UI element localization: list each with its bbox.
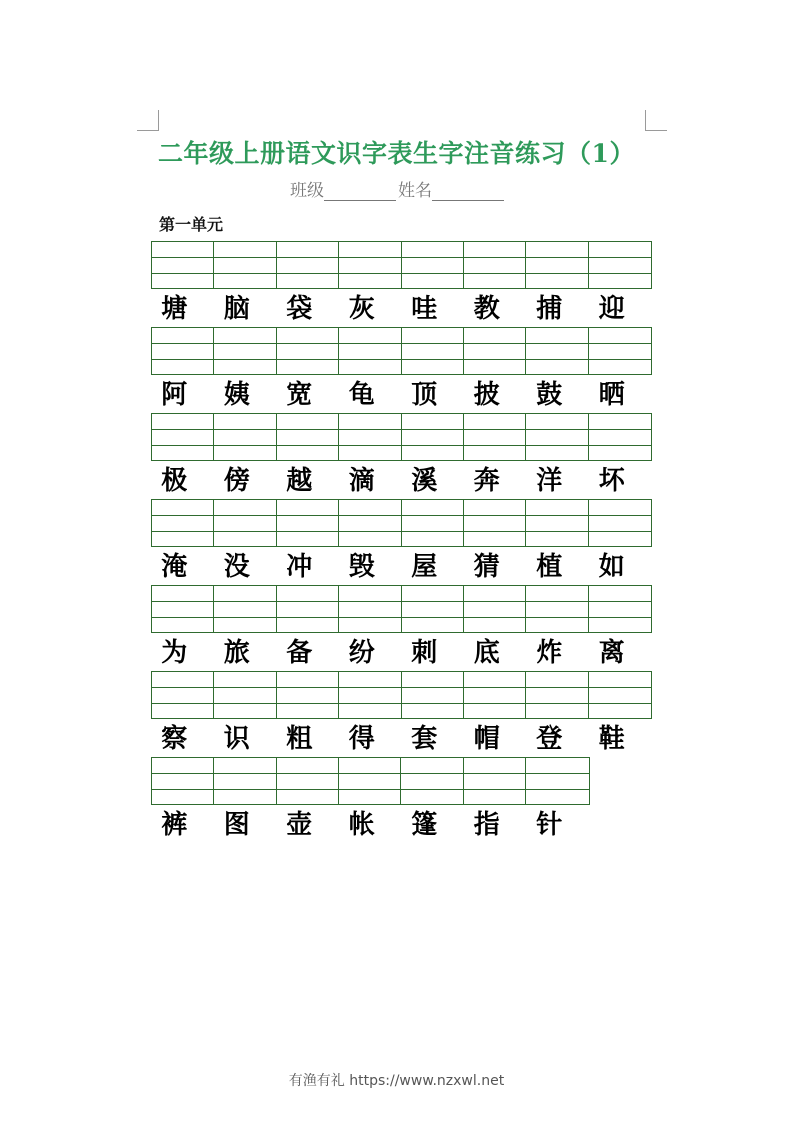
hanzi-character: 指	[473, 810, 500, 840]
pinyin-cell[interactable]	[277, 586, 339, 632]
hanzi-character: 纷	[348, 638, 375, 668]
pinyin-grid	[151, 671, 652, 719]
hanzi-character: 得	[348, 724, 375, 754]
pinyin-cell[interactable]	[402, 500, 464, 546]
hanzi-character: 毁	[348, 552, 375, 582]
hanzi-character: 滴	[348, 466, 375, 496]
hanzi-character: 傍	[223, 466, 250, 496]
hanzi-character: 为	[161, 638, 188, 668]
hanzi-character: 袋	[286, 294, 313, 324]
hanzi-character: 姨	[223, 380, 250, 410]
hanzi-character: 粗	[286, 724, 313, 754]
hanzi-character: 套	[411, 724, 438, 754]
hanzi-character: 捕	[536, 294, 563, 324]
pinyin-cell[interactable]	[401, 758, 463, 804]
pinyin-cell[interactable]	[402, 242, 464, 288]
pinyin-cell[interactable]	[339, 672, 401, 718]
pinyin-cell[interactable]	[526, 672, 588, 718]
pinyin-cell[interactable]	[526, 758, 588, 804]
name-label: 姓名	[398, 181, 432, 201]
name-blank	[432, 182, 504, 201]
pinyin-cell[interactable]	[214, 242, 276, 288]
pinyin-cell[interactable]	[589, 500, 651, 546]
pinyin-cell[interactable]	[152, 242, 214, 288]
pinyin-cell[interactable]	[402, 586, 464, 632]
hanzi-character: 帽	[473, 724, 500, 754]
character-row	[151, 291, 651, 327]
pinyin-cell[interactable]	[214, 586, 276, 632]
hanzi-character: 图	[223, 810, 250, 840]
hanzi-character: 没	[223, 552, 250, 582]
pinyin-cell[interactable]	[339, 328, 401, 374]
hanzi-character: 顶	[411, 380, 438, 410]
pinyin-cell[interactable]	[464, 328, 526, 374]
hanzi-character: 察	[161, 724, 188, 754]
hanzi-character: 冲	[286, 552, 313, 582]
hanzi-character: 猜	[473, 552, 500, 582]
pinyin-cell[interactable]	[152, 500, 214, 546]
hanzi-character: 旅	[223, 638, 250, 668]
pinyin-grid	[151, 585, 652, 633]
pinyin-cell[interactable]	[339, 758, 401, 804]
hanzi-character: 识	[223, 724, 250, 754]
character-row	[151, 635, 651, 671]
hanzi-character: 阿	[161, 380, 188, 410]
class-blank	[324, 182, 396, 201]
pinyin-cell[interactable]	[214, 328, 276, 374]
pinyin-cell[interactable]	[464, 758, 526, 804]
pinyin-cell[interactable]	[152, 758, 214, 804]
pinyin-cell[interactable]	[277, 414, 339, 460]
pinyin-cell[interactable]	[464, 414, 526, 460]
character-row	[151, 463, 651, 499]
pinyin-cell[interactable]	[589, 328, 651, 374]
hanzi-character: 龟	[348, 380, 375, 410]
hanzi-character: 灰	[348, 294, 375, 324]
hanzi-character: 脑	[223, 294, 250, 324]
character-row	[151, 807, 589, 843]
hanzi-character: 壶	[286, 810, 313, 840]
pinyin-cell[interactable]	[526, 328, 588, 374]
pinyin-cell[interactable]	[464, 672, 526, 718]
character-row	[151, 549, 651, 585]
pinyin-cell[interactable]	[339, 586, 401, 632]
pinyin-cell[interactable]	[214, 500, 276, 546]
pinyin-cell[interactable]	[152, 586, 214, 632]
hanzi-character: 鼓	[536, 380, 563, 410]
hanzi-character: 越	[286, 466, 313, 496]
pinyin-cell[interactable]	[339, 242, 401, 288]
pinyin-cell[interactable]	[277, 328, 339, 374]
pinyin-cell[interactable]	[339, 414, 401, 460]
pinyin-cell[interactable]	[464, 586, 526, 632]
pinyin-cell[interactable]	[277, 758, 339, 804]
hanzi-character: 篷	[411, 810, 438, 840]
hanzi-character: 备	[286, 638, 313, 668]
pinyin-cell[interactable]	[402, 672, 464, 718]
pinyin-cell[interactable]	[464, 242, 526, 288]
pinyin-cell[interactable]	[589, 586, 651, 632]
page-title: 二年级上册语文识字表生字注音练习（1）	[158, 139, 635, 168]
hanzi-character: 炸	[536, 638, 563, 668]
pinyin-cell[interactable]	[152, 414, 214, 460]
hanzi-character: 教	[473, 294, 500, 324]
pinyin-cell[interactable]	[277, 242, 339, 288]
hanzi-character: 迎	[598, 294, 625, 324]
class-label: 班级	[290, 181, 324, 201]
pinyin-grid	[151, 327, 652, 375]
hanzi-character: 登	[536, 724, 563, 754]
pinyin-cell[interactable]	[402, 328, 464, 374]
pinyin-grid	[151, 413, 652, 461]
character-row	[151, 721, 651, 757]
hanzi-character: 洋	[536, 466, 563, 496]
hanzi-character: 奔	[473, 466, 500, 496]
hanzi-character: 晒	[598, 380, 625, 410]
pinyin-cell[interactable]	[526, 586, 588, 632]
pinyin-cell[interactable]	[589, 242, 651, 288]
student-info-line	[290, 176, 506, 201]
pinyin-cell[interactable]	[526, 500, 588, 546]
pinyin-cell[interactable]	[277, 672, 339, 718]
hanzi-character: 如	[598, 552, 625, 582]
hanzi-character: 塘	[161, 294, 188, 324]
pinyin-cell[interactable]	[589, 414, 651, 460]
hanzi-character: 极	[161, 466, 188, 496]
pinyin-cell[interactable]	[152, 328, 214, 374]
hanzi-character: 屋	[411, 552, 438, 582]
hanzi-character: 坏	[598, 466, 625, 496]
hanzi-character: 淹	[161, 552, 188, 582]
pinyin-cell[interactable]	[277, 500, 339, 546]
pinyin-cell[interactable]	[464, 500, 526, 546]
hanzi-character: 离	[598, 638, 625, 668]
pinyin-cell[interactable]	[214, 672, 276, 718]
pinyin-cell[interactable]	[526, 242, 588, 288]
pinyin-grid	[151, 757, 590, 805]
hanzi-character: 植	[536, 552, 563, 582]
hanzi-character: 溪	[411, 466, 438, 496]
crop-mark-top-right	[645, 110, 667, 131]
hanzi-character: 宽	[286, 380, 313, 410]
pinyin-cell[interactable]	[402, 414, 464, 460]
footer-watermark: 有渔有礼 https://www.nzxwl.net	[288, 1073, 505, 1089]
pinyin-grid	[151, 499, 652, 547]
unit-heading: 第一单元	[159, 215, 224, 234]
pinyin-grid	[151, 241, 652, 289]
hanzi-character: 鞋	[598, 724, 625, 754]
hanzi-character: 哇	[411, 294, 438, 324]
character-row	[151, 377, 651, 413]
pinyin-cell[interactable]	[589, 672, 651, 718]
pinyin-cell[interactable]	[152, 672, 214, 718]
crop-mark-top-left	[137, 110, 159, 131]
pinyin-cell[interactable]	[214, 414, 276, 460]
pinyin-cell[interactable]	[214, 758, 276, 804]
hanzi-character: 裤	[161, 810, 188, 840]
pinyin-cell[interactable]	[339, 500, 401, 546]
hanzi-character: 帐	[348, 810, 375, 840]
hanzi-character: 底	[473, 638, 500, 668]
pinyin-cell[interactable]	[526, 414, 588, 460]
hanzi-character: 针	[536, 810, 563, 840]
hanzi-character: 刺	[411, 638, 438, 668]
hanzi-character: 披	[473, 380, 500, 410]
